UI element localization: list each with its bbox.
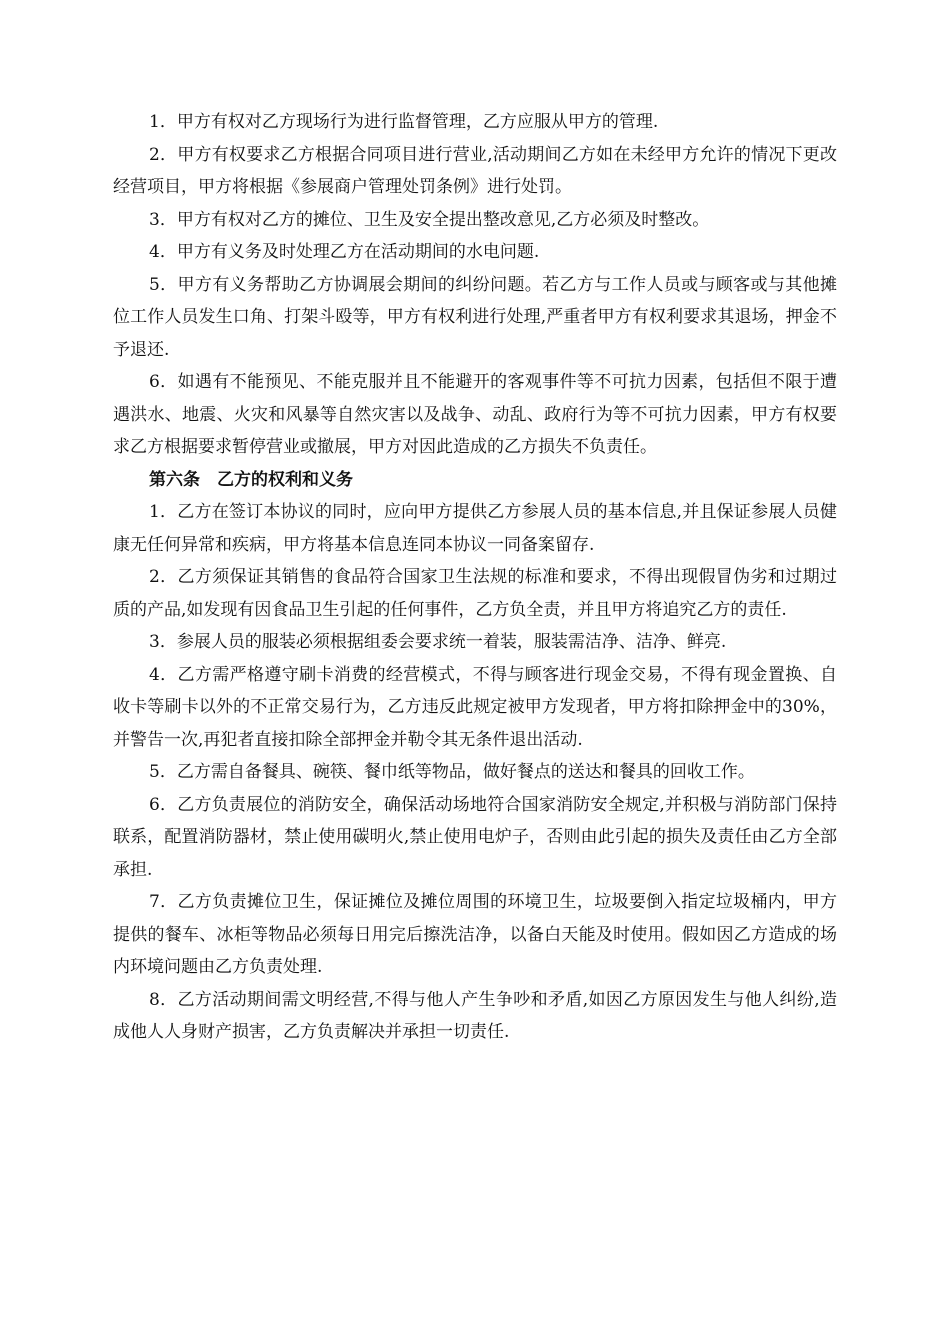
clause-paragraph: 3．甲方有权对乙方的摊位、卫生及安全提出整改意见,乙方必须及时整改。 xyxy=(149,209,710,230)
clause-paragraph: 6．如遇有不能预见、不能克服并且不能避开的客观事件等不可抗力因素，包括但不限于遭遇洪水、地震、火灾和风暴等自然灾害以及战争、动乱、政府行为等不可抗力因素，甲方有权要求乙方根据要求暂停营业或撤展，甲方对因此造成的乙方损失不负责任。 xyxy=(113,372,837,457)
clause-paragraph: 1．乙方在签订本协议的同时，应向甲方提供乙方参展人员的基本信息,并且保证参展人员健康无任何异常和疾病，甲方将基本信息连同本协议一同备案留存. xyxy=(113,502,837,555)
clause-paragraph: 8．乙方活动期间需文明经营,不得与他人产生争吵和矛盾,如因乙方原因发生与他人纠纷,造成他人人身财产损害，乙方负责解决并承担一切责任. xyxy=(113,989,837,1042)
clause-paragraph: 5．甲方有义务帮助乙方协调展会期间的纠纷问题。若乙方与工作人员或与顾客或与其他摊位工作人员发生口角、打架斗殴等，甲方有权利进行处理,严重者甲方有权利要求其退场，押金不予退还. xyxy=(113,274,837,360)
document-body xyxy=(113,106,837,1049)
clause-paragraph: 2．甲方有权要求乙方根据合同项目进行营业,活动期间乙方如在未经甲方允许的情况下更改经营项目，甲方将根据《参展商户管理处罚条例》进行处罚。 xyxy=(113,144,837,197)
clause-paragraph: 7．乙方负责摊位卫生，保证摊位及摊位周围的环境卫生，垃圾要倒入指定垃圾桶内，甲方提供的餐车、冰柜等物品必须每日用完后擦洗洁净，以备白天能及时使用。假如因乙方造成的场内环境问题由乙方负责处理. xyxy=(113,892,837,977)
clause-paragraph: 4．乙方需严格遵守刷卡消费的经营模式，不得与顾客进行现金交易，不得有现金置换、自收卡等刷卡以外的不正常交易行为，乙方违反此规定被甲方发现者，甲方将扣除押金中的30%，并警告一次,再犯者直接扣除全部押金并勒令其无条件退出活动. xyxy=(113,664,837,750)
section-heading: 第六条 乙方的权利和义务 xyxy=(149,469,353,490)
clause-paragraph: 4．甲方有义务及时处理乙方在活动期间的水电问题. xyxy=(149,242,540,262)
clause-paragraph: 5．乙方需自备餐具、碗筷、餐巾纸等物品，做好餐点的送达和餐具的回收工作。 xyxy=(149,762,755,782)
clause-paragraph: 3．参展人员的服装必须根据组委会要求统一着装，服装需洁净、洁净、鲜亮. xyxy=(149,632,727,652)
clause-paragraph: 2．乙方须保证其销售的食品符合国家卫生法规的标准和要求，不得出现假冒伪劣和过期过质的产品,如发现有因食品卫生引起的任何事件，乙方负全责，并且甲方将追究乙方的责任. xyxy=(113,567,837,620)
clause-paragraph: 6．乙方负责展位的消防安全，确保活动场地符合国家消防安全规定,并积极与消防部门保持联系，配置消防器材，禁止使用碳明火,禁止使用电炉子，否则由此引起的损失及责任由乙方全部承担. xyxy=(113,794,837,880)
clause-paragraph: 1．甲方有权对乙方现场行为进行监督管理，乙方应服从甲方的管理. xyxy=(149,112,659,132)
